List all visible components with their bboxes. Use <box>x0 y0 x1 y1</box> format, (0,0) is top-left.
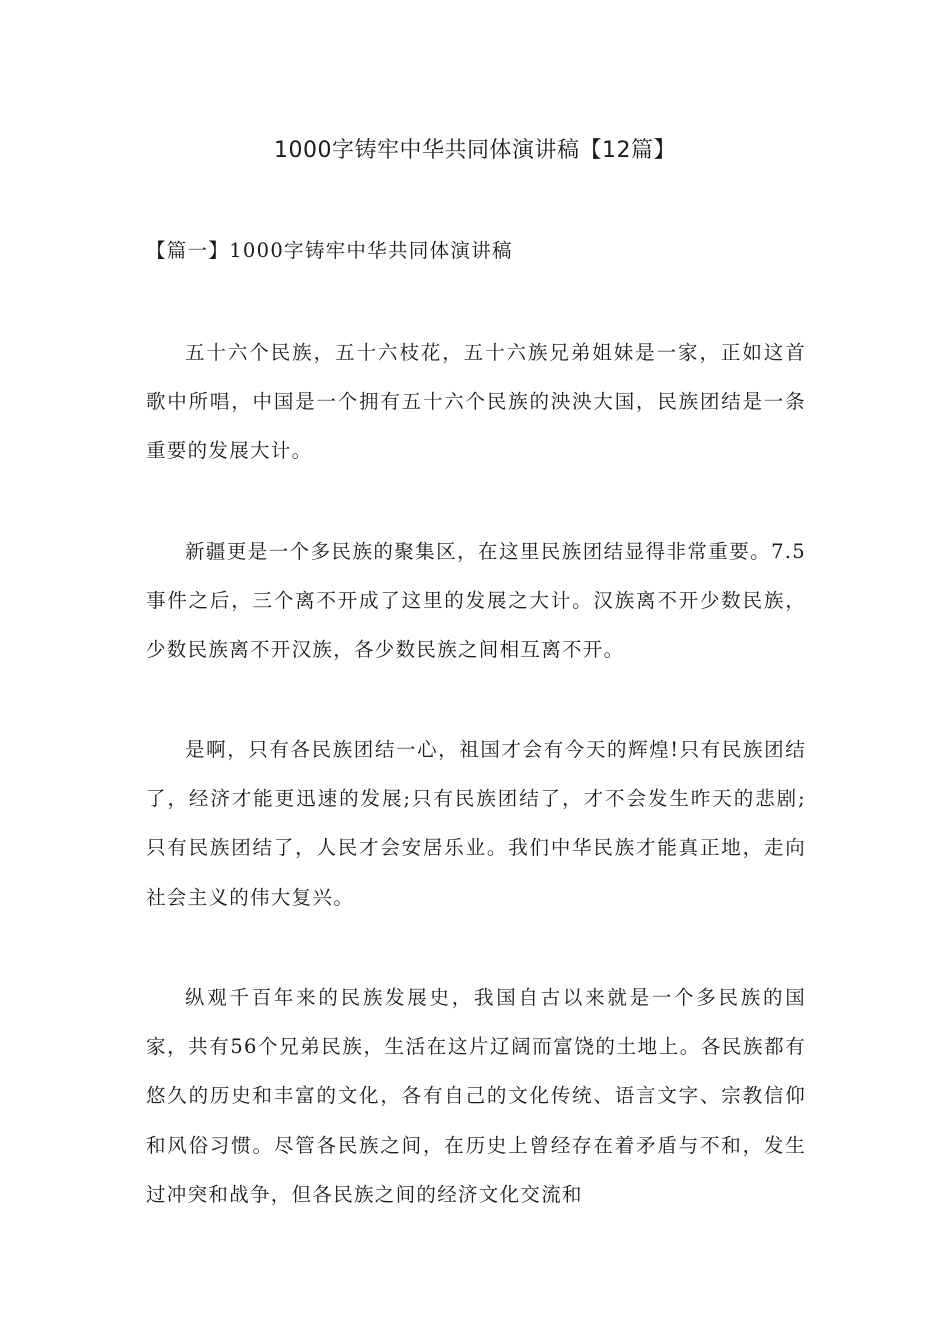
section-heading: 【篇一】1000字铸牢中华共同体演讲稿 <box>146 239 513 262</box>
paragraph-2: 新疆更是一个多民族的聚集区，在这里民族团结显得非常重要。7.5事件之后，三个离不开成了这里的发展之大计。汉族离不开少数民族，少数民族离不开汉族，各少数民族之间相互离不开。 <box>146 540 806 662</box>
paragraph-4: 纵观千百年来的民族发展史，我国自古以来就是一个多民族的国家，共有56个兄弟民族，生活在这片辽阔而富饶的土地上。各民族都有悠久的历史和丰富的文化，各有自己的文化传统、语言文字、宗教信仰和风俗习惯。尽管各民族之间，在历史上曾经存在着矛盾与不和，发生过冲突和战争，但各民族之间的经济文化交流和 <box>146 986 806 1206</box>
paragraph-1: 五十六个民族，五十六枝花，五十六族兄弟姐妹是一家，正如这首歌中所唱，中国是一个拥有五十六个民族的泱泱大国，民族团结是一条重要的发展大计。 <box>146 341 806 463</box>
paragraph-3: 是啊，只有各民族团结一心，祖国才会有今天的辉煌!只有民族团结了，经济才能更迅速的发展;只有民族团结了，才不会发生昨天的悲剧;只有民族团结了，人民才会安居乐业。我们中华民族才能真正地，走向社会主义的伟大复兴。 <box>146 738 806 909</box>
document-title: 1000字铸牢中华共同体演讲稿【12篇】 <box>274 138 676 163</box>
